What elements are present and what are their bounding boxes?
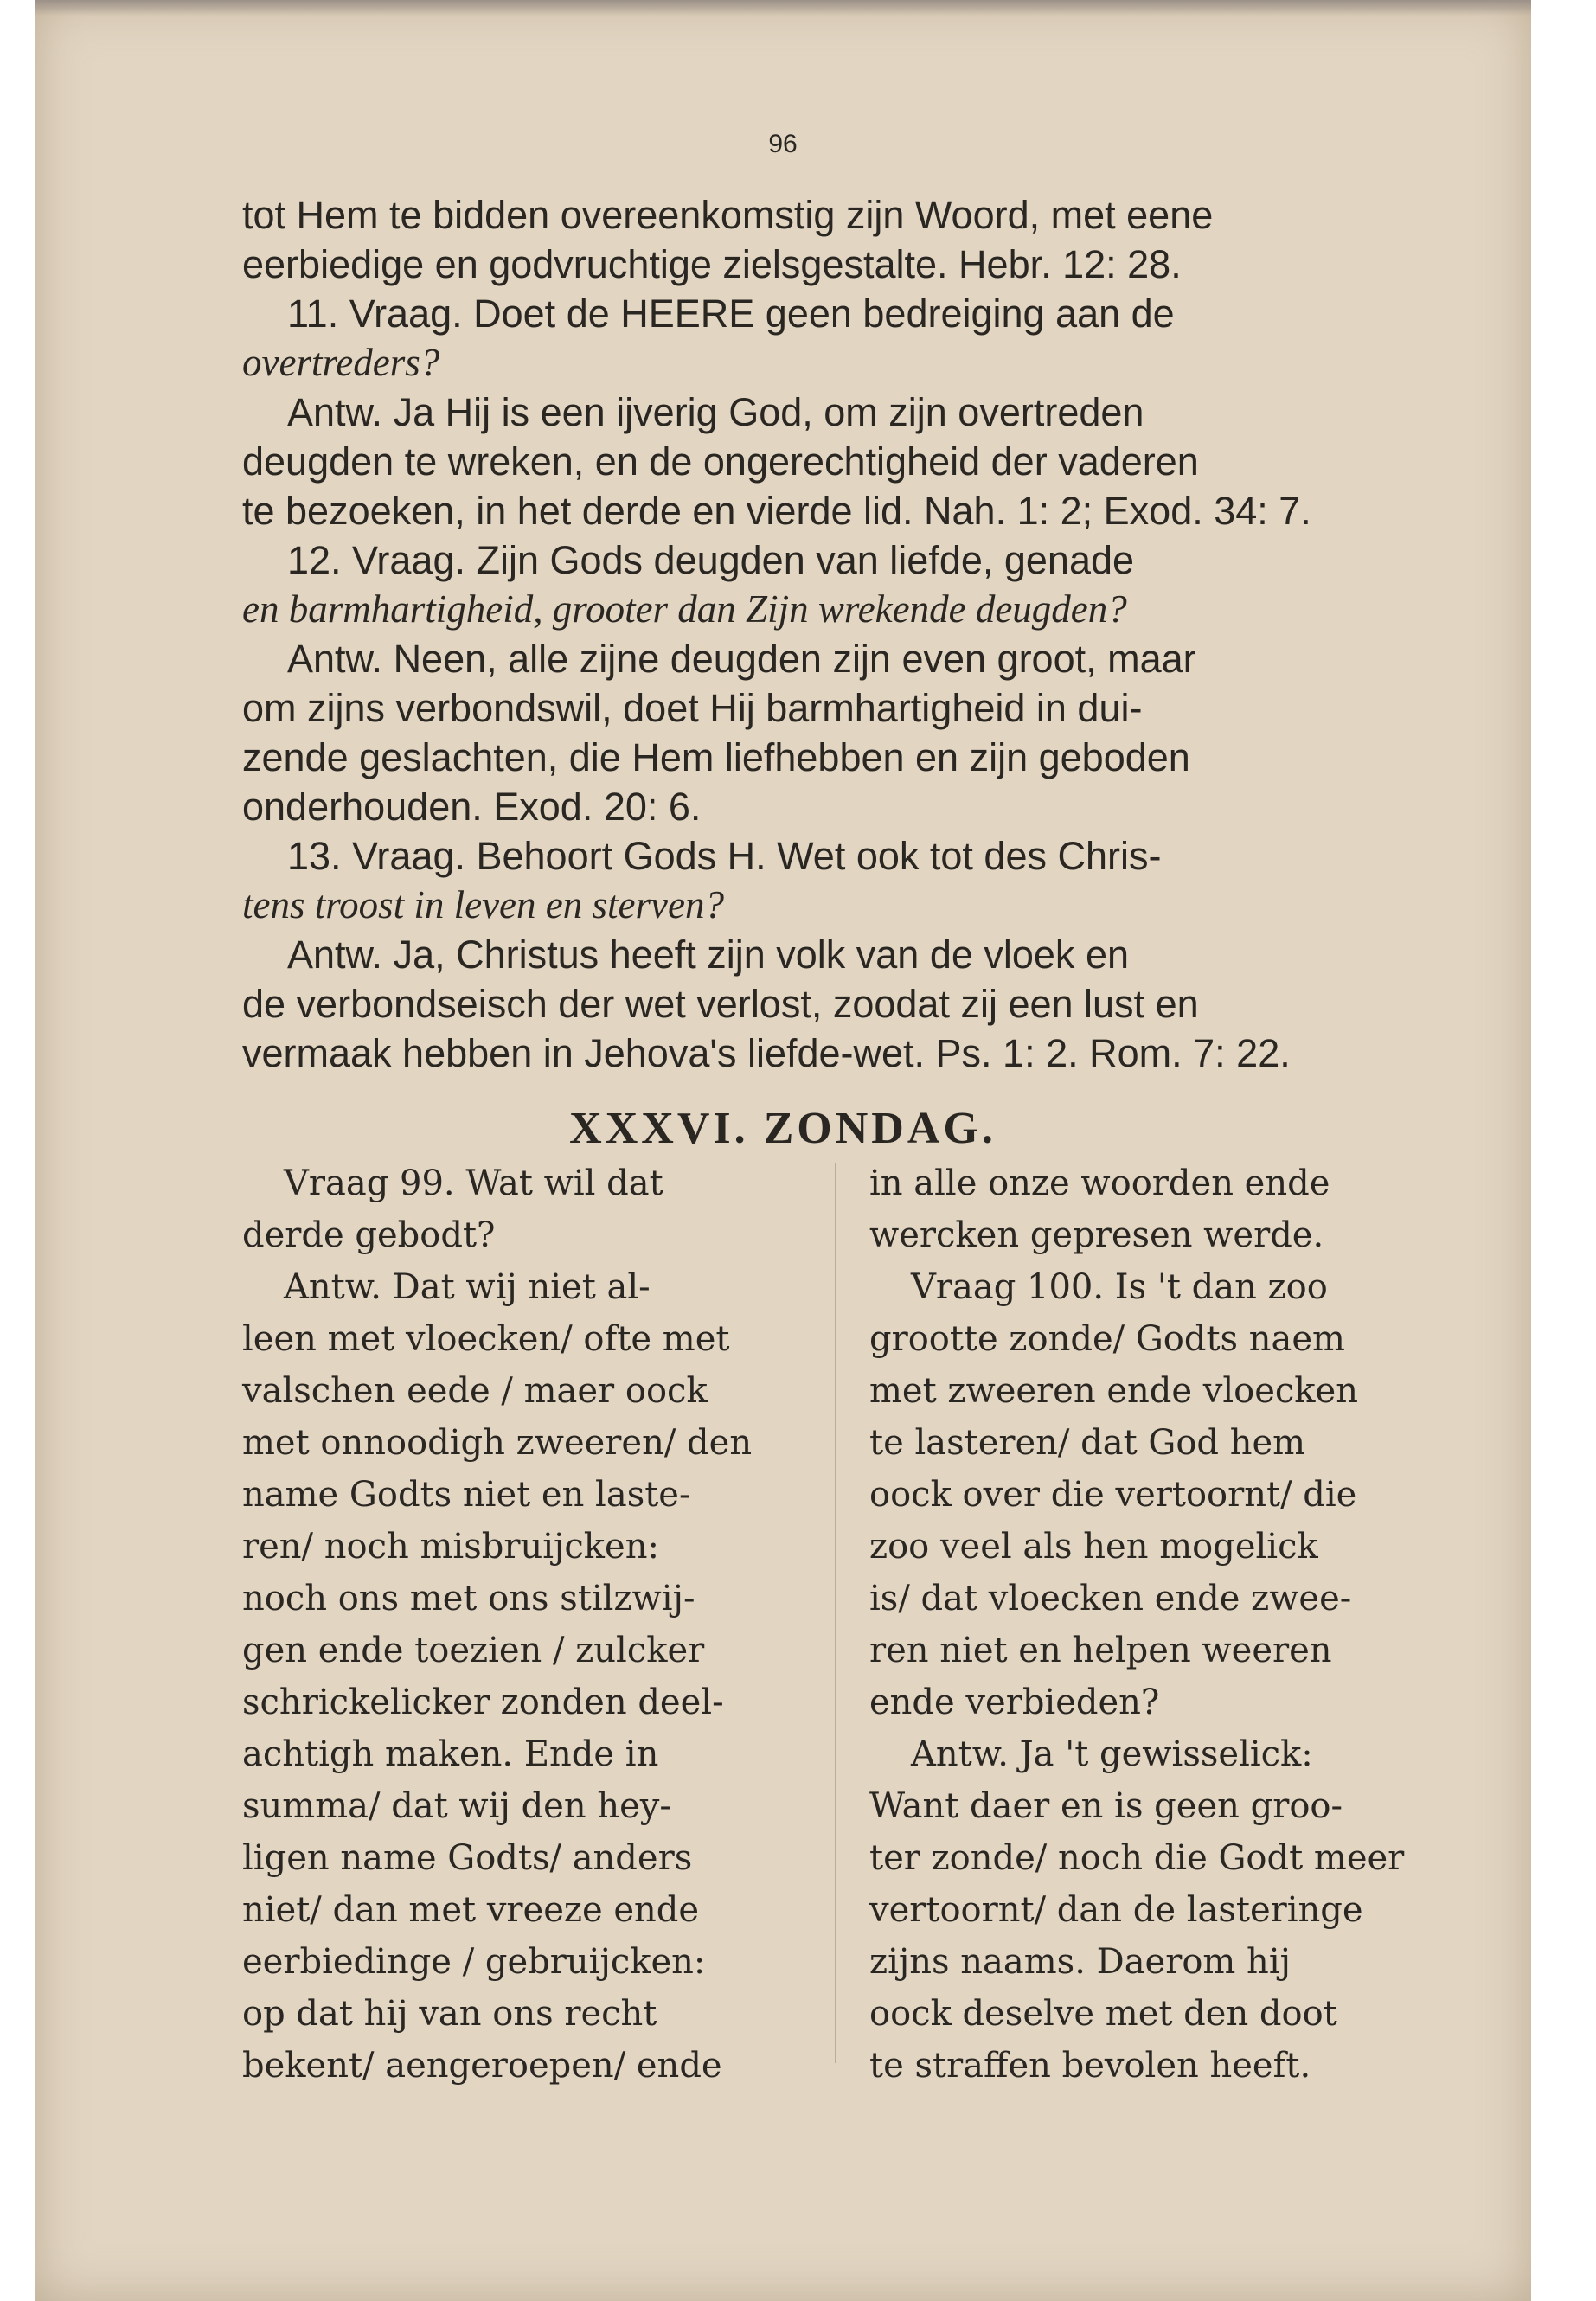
question-line: 12. Vraag. Zijn Gods deugden van liefde, genade [287,538,1135,582]
column-line: ligen name Godts/ anders [242,1838,693,1878]
column-line: schrickelicker zonden deel- [242,1682,724,1722]
column-line: met onnoodigh zweeren/ den [242,1423,753,1463]
column-divider [835,1163,836,2063]
left-column [242,1157,813,2092]
column-line: in alle onze woorden ende [869,1163,1330,1203]
column-line: valschen eede / maer oock [242,1371,708,1411]
column-line: bekent/ aengeroepen/ ende [242,2046,722,2086]
column-line: is/ dat vloecken ende zwee- [869,1579,1352,1618]
column-line: op dat hij van ons recht [242,1994,657,2034]
book-page [35,0,1531,2301]
column-line: te straffen bevolen heeft. [869,2046,1311,2086]
question-line: 13. Vraag. Behoort Gods H. Wet ook tot des Chris- [287,834,1162,878]
column-line: grootte zonde/ Godts naem [869,1319,1345,1359]
column-line: achtigh maken. Ende in [242,1734,659,1774]
column-line: name Godts niet en laste- [242,1475,691,1515]
column-line: noch ons met ons stilzwij- [242,1579,695,1618]
column-line: vertoornt/ dan de lasteringe [869,1890,1363,1930]
column-line: te lasteren/ dat God hem [869,1423,1306,1463]
column-line: ende verbieden? [869,1682,1160,1722]
column-line: oock deselve met den doot [869,1994,1337,2034]
question-line: en barmhartigheid, grooter dan Zijn wrekende deugden? [242,587,1127,631]
text-line: te bezoeken, in het derde en vierde lid. Nah. 1: 2; Exod. 34: 7. [242,489,1311,533]
column-line: wercken gepresen werde. [869,1215,1324,1255]
column-line: ren niet en helpen weeren [869,1631,1332,1670]
column-line: zijns naams. Daerom hij [869,1942,1292,1982]
column-line: niet/ dan met vreeze ende [242,1890,700,1930]
text-line: onderhouden. Exod. 20: 6. [242,785,702,829]
column-line: Antw. Ja 't gewisselick: [911,1734,1313,1774]
column-line: eerbiedinge / gebruijcken: [242,1942,706,1982]
column-line: ter zonde/ noch die Godt meer [869,1838,1405,1878]
question-line: tens troost in leven en sterven? [242,883,724,926]
column-line: leen met vloecken/ ofte met [242,1319,730,1359]
text-line: zende geslachten, die Hem liefhebben en zijn geboden [242,735,1190,779]
page-number: 96 [768,130,798,158]
text-line: om zijns verbondswil, doet Hij barmhartigheid in dui- [242,686,1143,730]
column-line: summa/ dat wij den hey- [242,1786,671,1826]
column-line: Antw. Dat wij niet al- [284,1267,651,1307]
section-heading: XXXVI. ZONDAG. [569,1104,997,1153]
column-line: Vraag 99. Wat wil dat [284,1163,663,1203]
question-line: overtreders? [242,341,440,384]
text-line: de verbondseisch der wet verlost, zoodat zij een lust en [242,982,1199,1026]
answer-line: Antw. Neen, alle zijne deugden zijn even groot, maar [287,637,1196,681]
column-line: ren/ noch misbruijcken: [242,1527,659,1567]
top-text-block [242,190,1419,1078]
column-line: Want daer en is geen groo- [869,1786,1343,1826]
text-line: tot Hem te bidden overeenkomstig zijn Woord, met eene [242,193,1214,237]
text-line: eerbiedige en godvruchtige zielsgestalte. Hebr. 12: 28. [242,242,1182,286]
answer-line: Antw. Ja Hij is een ijverig God, om zijn overtreden [287,390,1144,434]
right-column [869,1157,1440,2092]
text-line: deugden te wreken, en de ongerechtigheid der vaderen [242,439,1199,484]
question-line: 11. Vraag. Doet de HEERE geen bedreiging aan de [287,292,1175,336]
answer-line: Antw. Ja, Christus heeft zijn volk van de vloek en [287,933,1129,977]
column-line: gen ende toezien / zulcker [242,1631,705,1670]
column-line: derde gebodt? [242,1215,496,1255]
column-line: zoo veel als hen mogelick [869,1527,1318,1567]
column-line: met zweeren ende vloecken [869,1371,1358,1411]
column-line: Vraag 100. Is 't dan zoo [911,1267,1328,1307]
text-line: vermaak hebben in Jehova's liefde-wet. Ps. 1: 2. Rom. 7: 22. [242,1031,1291,1075]
column-line: oock over die vertoornt/ die [869,1475,1357,1515]
